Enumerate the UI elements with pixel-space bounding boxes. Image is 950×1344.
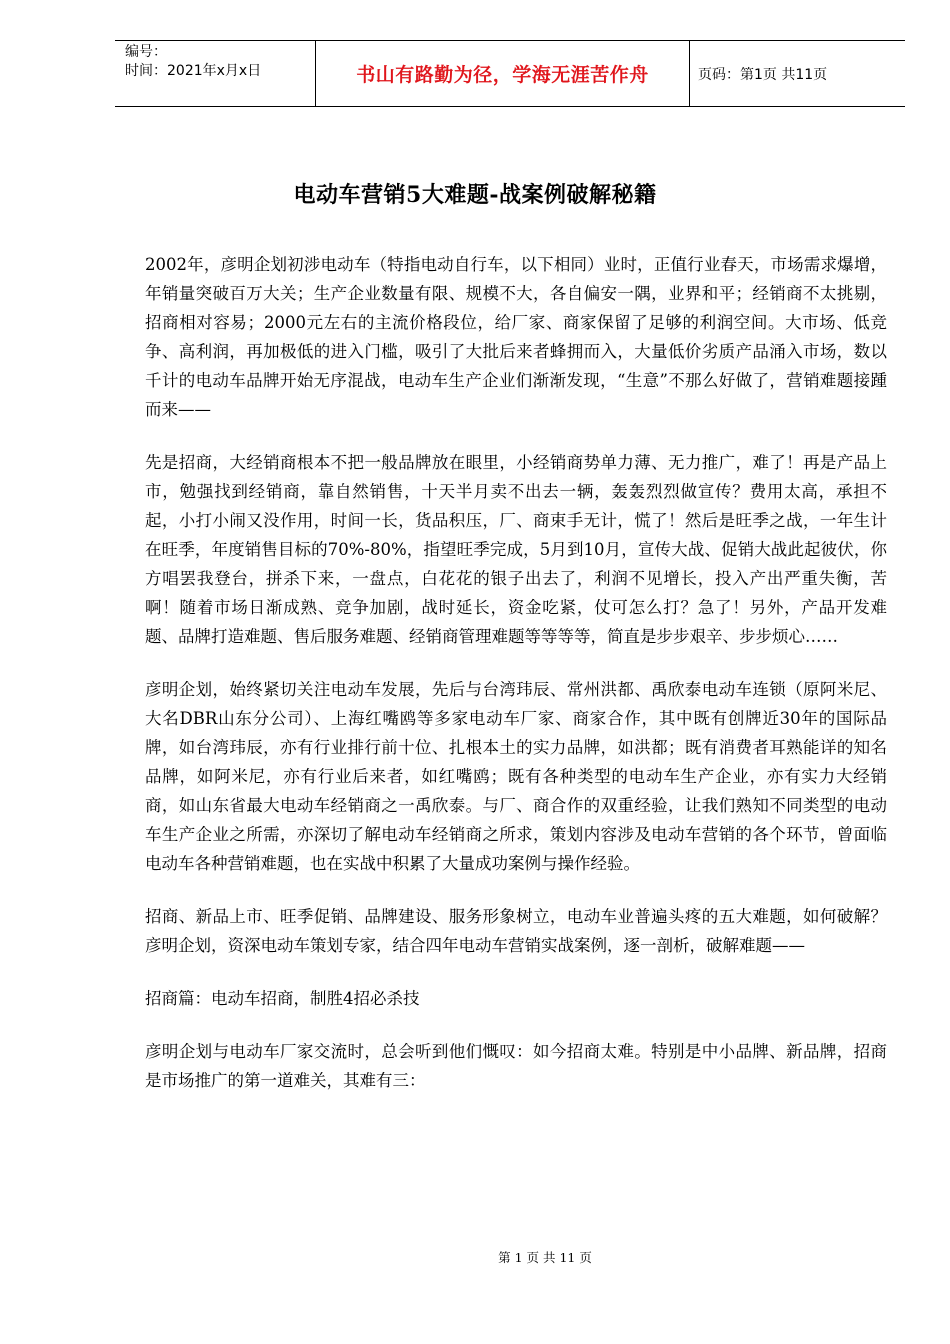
paragraph: 彦明企划，始终紧切关注电动车发展，先后与台湾玮辰、常州洪都、禹欣泰电动车连锁（原阿米尼、大名DBR山东分公司）、上海红嘴鸥等多家电动车厂家、商家合作，其中既有创牌近30年的国际品牌，如台湾玮辰，亦有行业排行前十位、扎根本土的实力品牌，如洪都；既有消费者耳熟能详的知名品牌，如阿米尼，亦有行业后来者，如红嘴鸥；既有各种类型的电动车生产企业，亦有实力大经销商，如山东省最大电动车经销商之一禹欣泰。与厂、商合作的双重经验，让我们熟知不同类型的电动车生产企业之所需，亦深切了解电动车经销商之所求，策划内容涉及电动车营销的各个环节，曾面临电动车各种营销难题，也在实战中积累了大量成功案例与操作经验。	[145, 680, 887, 873]
document-time-label: 时间：2021年x月x日	[125, 63, 262, 79]
page-header	[115, 40, 905, 107]
paragraph: 2002年，彦明企划初涉电动车（特指电动自行车，以下相同）业时，正值行业春天，市场需求爆增，年销量突破百万大关；生产企业数量有限、规模不大，各自偏安一隅，业界和平；经销商不太挑剔，招商相对容易；2000元左右的主流价格段位，给厂家、商家保留了足够的利润空间。大市场、低竞争、高利润，再加极低的进入门槛，吸引了大批后来者蜂拥而入，大量低价劣质产品涌入市场，数以千计的电动车品牌开始无序混战，电动车生产企业们渐渐发现，“生意”不那么好做了，营销难题接踵而来——	[145, 255, 887, 419]
document-body	[145, 250, 887, 1119]
section-heading: 招商篇：电动车招商，制胜4招必杀技	[145, 989, 420, 1008]
paragraph: 先是招商，大经销商根本不把一般品牌放在眼里，小经销商势单力薄、无力推广，难了！再是产品上市，勉强找到经销商，靠自然销售，十天半月卖不出去一辆，轰轰烈烈做宣传？费用太高，承担不起，小打小闹又没作用，时间一长，货品积压，厂、商束手无计，慌了！然后是旺季之战，一年生计在旺季，年度销售目标的70%-80%，指望旺季完成，5月到10月，宣传大战、促销大战此起彼伏，你方唱罢我登台，拼杀下来，一盘点，白花花的银子出去了，利润不见增长，投入产出严重失衡，苦啊！随着市场日渐成熟、竞争加剧，战时延长，资金吃紧，仗可怎么打？急了！另外，产品开发难题、品牌打造难题、售后服务难题、经销商管理难题等等等等，简直是步步艰辛、步步烦心……	[145, 453, 887, 646]
header-motto: 书山有路勤为径，学海无涯苦作舟	[316, 41, 690, 106]
header-page-info: 页码：第1页 共11页	[698, 66, 828, 83]
paragraph: 招商、新品上市、旺季促销、品牌建设、服务形象树立，电动车业普遍头疼的五大难题，如何破解？彦明企划，资深电动车策划专家，结合四年电动车营销实战案例，逐一剖析，破解难题——	[145, 907, 887, 955]
header-meta-cell	[115, 41, 316, 106]
paragraph: 彦明企划与电动车厂家交流时，总会听到他们慨叹：如今招商太难。特别是中小品牌、新品牌，招商是市场推广的第一道难关，其难有三：	[145, 1042, 887, 1090]
document-title: 电动车营销5大难题-战案例破解秘籍	[293, 182, 657, 208]
page-footer: 第 1 页 共 11 页	[498, 1250, 592, 1265]
document-number-label: 编号：	[125, 44, 167, 60]
